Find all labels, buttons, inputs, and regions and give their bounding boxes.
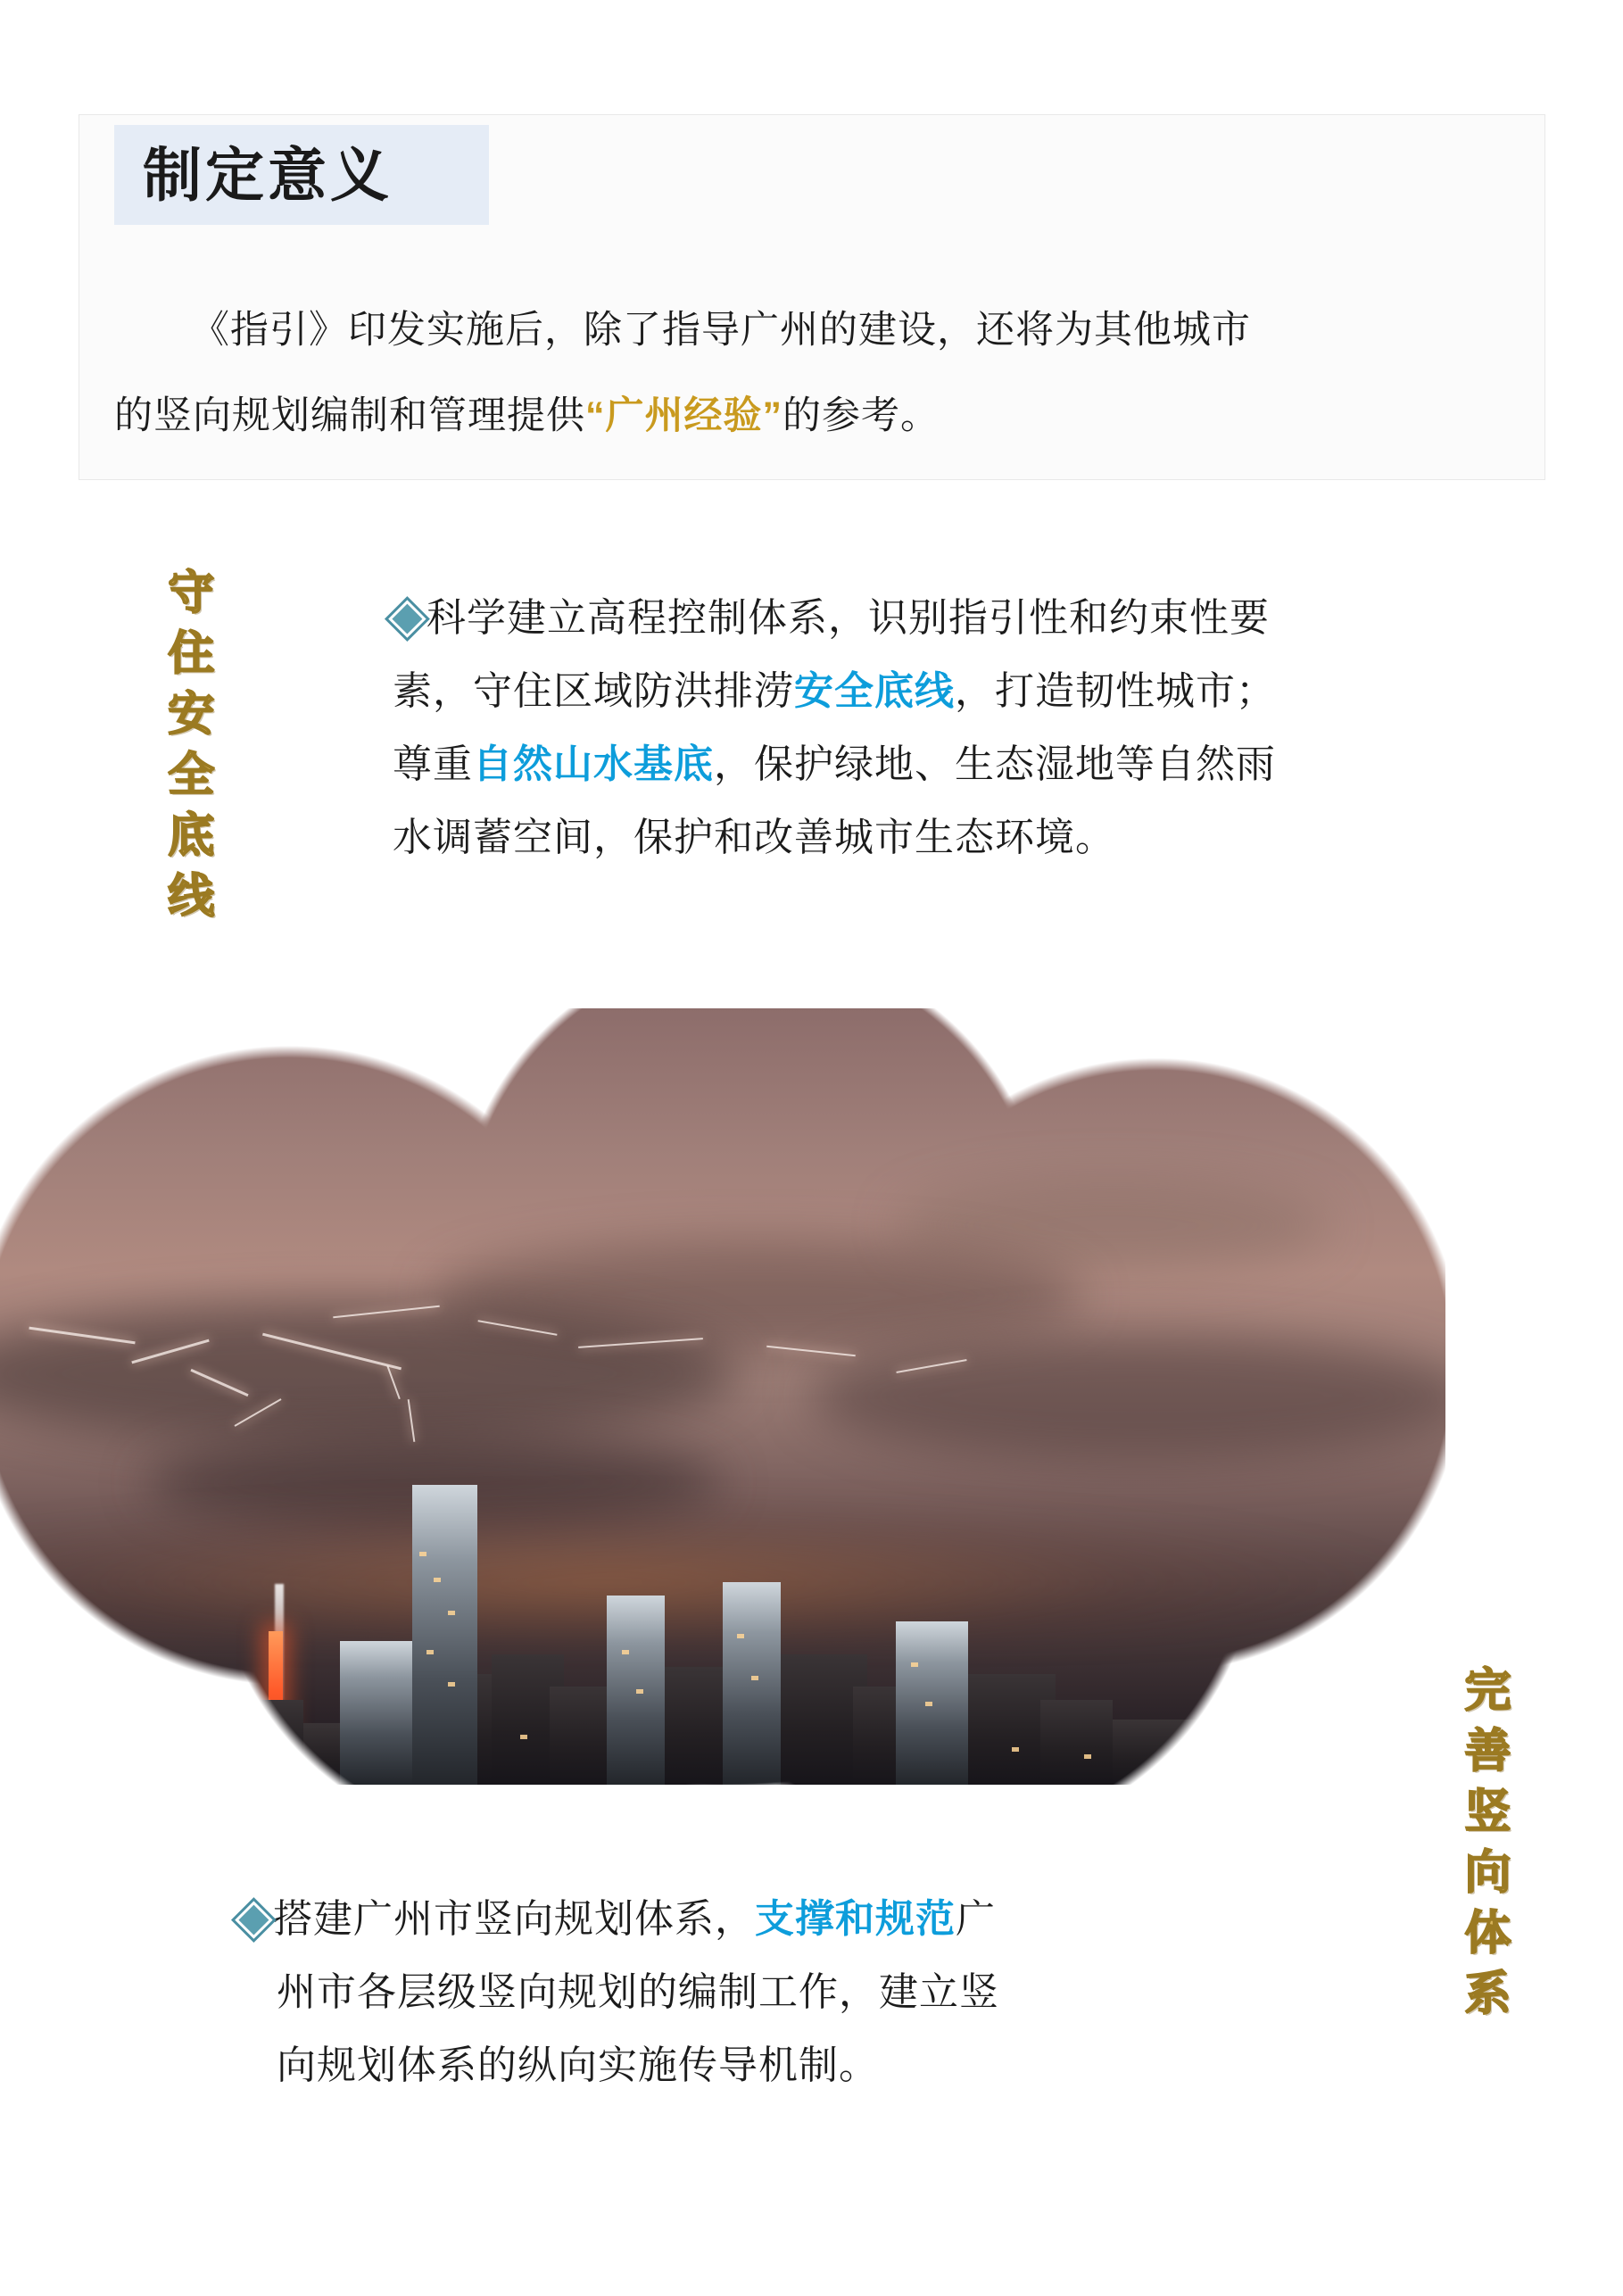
cloud-illustration	[0, 1008, 1445, 1785]
top-seg-4: 尊重	[393, 742, 473, 786]
vertical-title-vertical-system: 完善竖向体系	[1457, 1665, 1509, 2029]
highlight-support-and-standardize: 支撑和规范	[755, 1897, 956, 1941]
vertical-title-safety-baseline: 守住安全底线	[160, 568, 212, 932]
meaning-line-2b: 的参考。	[783, 394, 940, 437]
bullet-paragraph-top	[393, 582, 1463, 874]
bottom-seg-2: 广	[956, 1897, 996, 1941]
bottom-seg-3: 州市各层级竖向规划的编制工作，建立竖	[277, 1970, 999, 2014]
top-seg-2: 素，守住区域防洪排涝	[393, 669, 794, 713]
meaning-line-2a: 的竖向规划编制和管理提供	[114, 394, 585, 437]
highlight-natural-landscape-base: 自然山水基底	[473, 742, 714, 786]
cloud-band-3	[809, 1334, 1445, 1458]
top-seg-1: 科学建立高程控制体系，识别指引性和约束性要	[426, 596, 1270, 640]
bottom-seg-1: 搭建广州市竖向规划体系，	[273, 1897, 755, 1941]
meaning-body-text	[114, 287, 1506, 459]
diamond-bullet-icon	[235, 1902, 272, 1939]
page-title: 制定意义	[143, 142, 393, 208]
guangzhou-experience-highlight: “广州经验”	[585, 394, 783, 437]
meaning-line-1: 《指引》印发实施后，除了指导广州的建设，还将为其他城市	[191, 309, 1251, 352]
bottom-seg-4: 向规划体系的纵向实施传导机制。	[277, 2043, 879, 2087]
top-seg-5: ，保护绿地、生态湿地等自然雨	[714, 742, 1276, 786]
cloud-shaped-city-thunderstorm-photo	[0, 1008, 1445, 1785]
bullet-paragraph-bottom	[239, 1883, 1194, 2102]
diamond-bullet-icon	[388, 601, 426, 638]
highlight-safety-baseline: 安全底线	[794, 669, 955, 713]
top-seg-3: ，打造韧性城市；	[955, 669, 1276, 713]
city-skyline	[0, 1459, 1445, 1785]
top-seg-6: 水调蓄空间，保护和改善城市生态环境。	[393, 816, 1115, 859]
